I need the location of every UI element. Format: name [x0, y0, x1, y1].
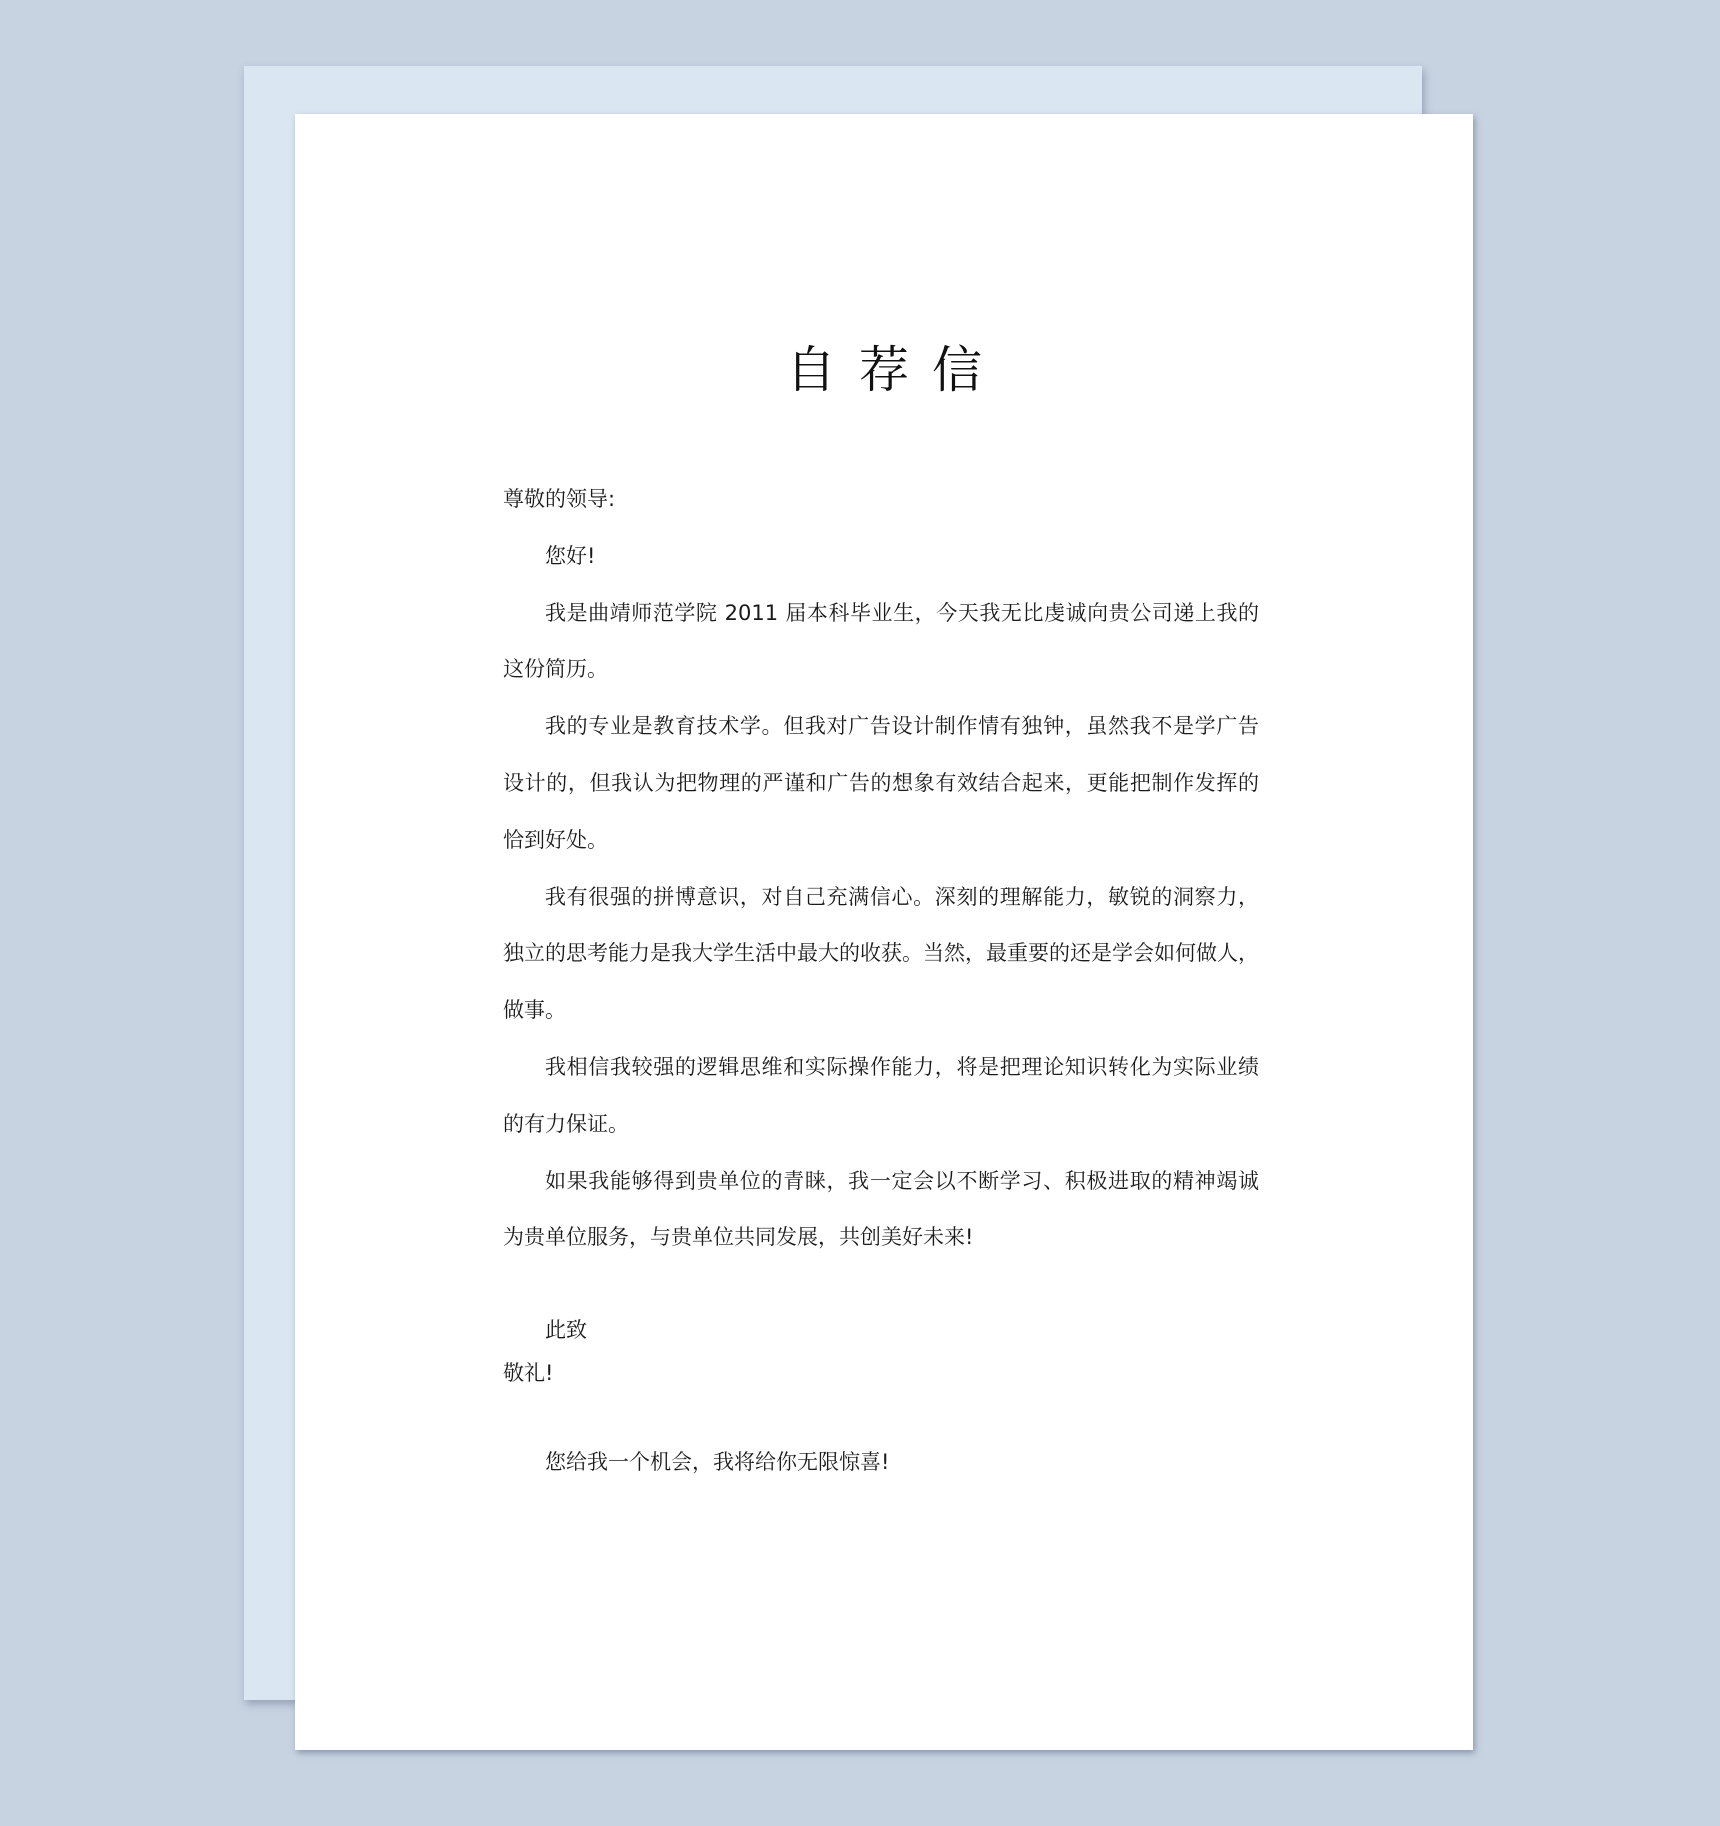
letter-body [503, 471, 1259, 1266]
closing-salute: 敬礼! [503, 1361, 554, 1385]
document-title: 自荐信 [786, 341, 1005, 399]
letter-page [295, 114, 1473, 1750]
paragraph-3-line-2: 独立的思考能力是我大学生活中最大的收获。当然，最重要的还是学会如何做人， [503, 941, 1259, 966]
paragraph-2-line-1: 我的专业是教育技术学。但我对广告设计制作情有独钟，虽然我不是学广告 [545, 714, 1259, 739]
paragraph-2-line-3: 恰到好处。 [503, 827, 608, 852]
postscript: 您给我一个机会，我将给你无限惊喜! [545, 1450, 890, 1474]
paragraph-5-line-2: 为贵单位服务，与贵单位共同发展，共创美好未来! [503, 1225, 974, 1250]
salutation: 尊敬的领导: [503, 487, 616, 511]
paragraph-3-line-1: 我有很强的拼博意识，对自己充满信心。深刻的理解能力，敏锐的洞察力， [545, 884, 1259, 909]
paragraph-1-line-1: 我是曲靖师范学院 2011 届本科毕业生，今天我无比虔诚向贵公司递上我的 [545, 600, 1259, 625]
paragraph-2-line-2: 设计的，但我认为把物理的严谨和广告的想象有效结合起来，更能把制作发挥的 [503, 770, 1259, 795]
paragraph-3-line-3: 做事。 [503, 998, 566, 1023]
greeting: 您好! [545, 543, 596, 568]
paragraph-4-line-2: 的有力保证。 [503, 1111, 629, 1136]
paragraph-1-line-2: 这份简历。 [503, 657, 608, 682]
paragraph-5-line-1: 如果我能够得到贵单位的青睐，我一定会以不断学习、积极进取的精神竭诚 [545, 1168, 1259, 1193]
closing-regards: 此致 [545, 1318, 587, 1342]
paragraph-4-line-1: 我相信我较强的逻辑思维和实际操作能力，将是把理论知识转化为实际业绩 [545, 1054, 1259, 1079]
